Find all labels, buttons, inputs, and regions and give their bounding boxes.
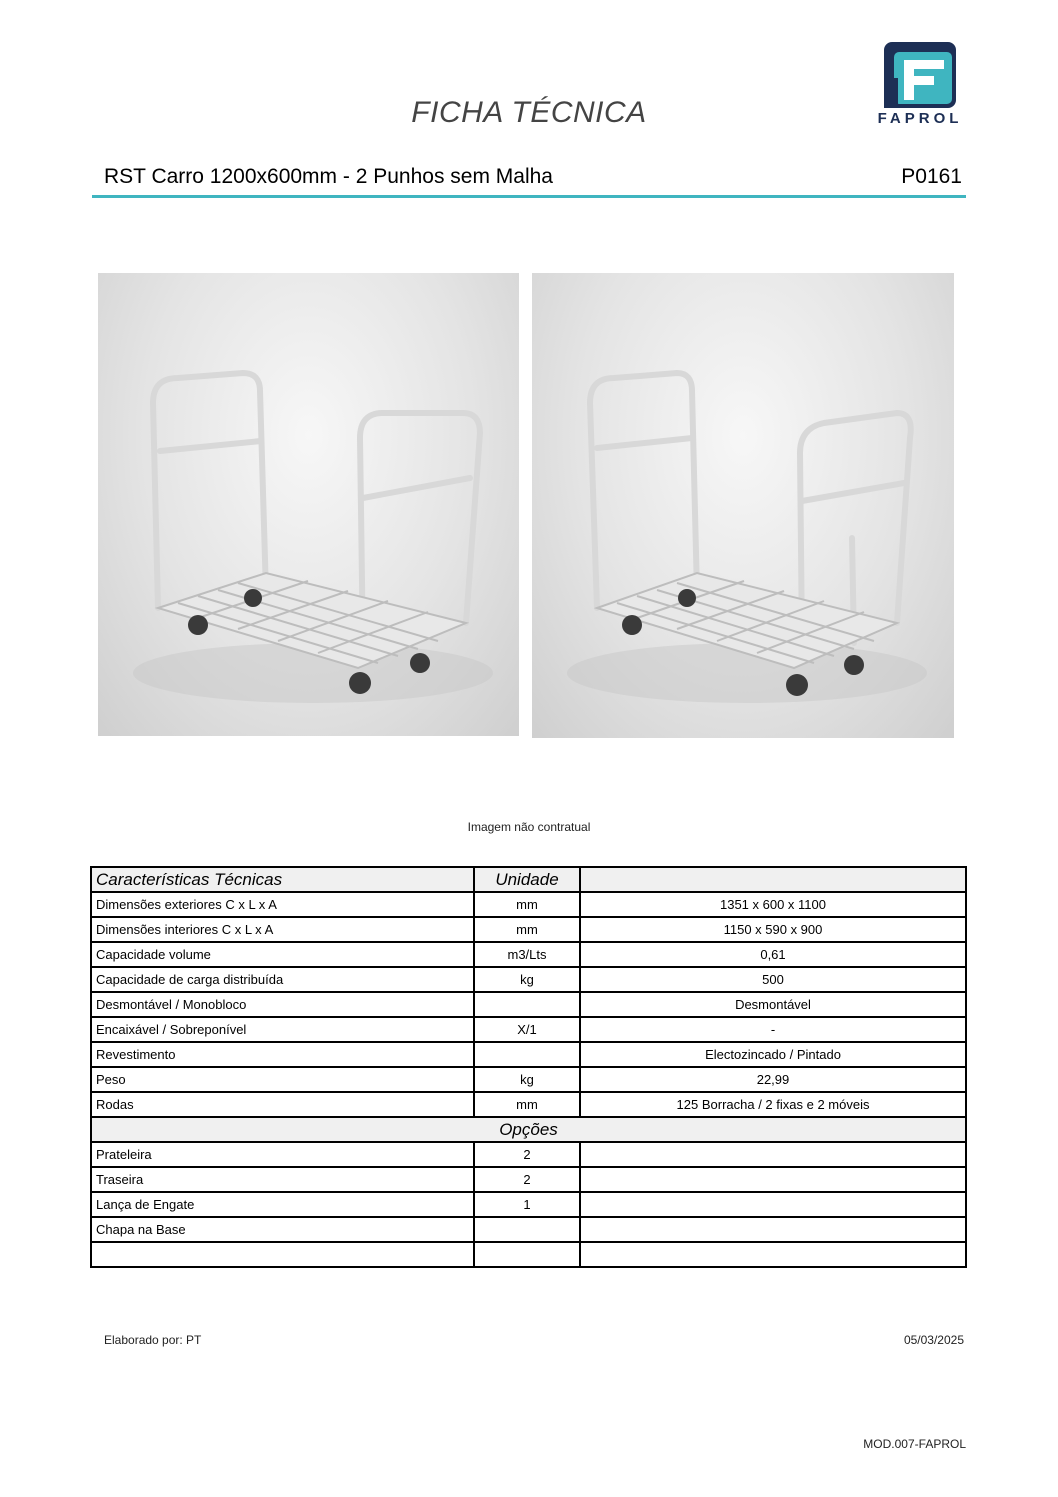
table-row <box>91 917 966 942</box>
option-qty: 2 <box>474 1142 580 1167</box>
table-row <box>91 1167 966 1192</box>
spec-unit: mm <box>474 892 580 917</box>
specs-table <box>90 866 967 1268</box>
table-row <box>91 1242 966 1267</box>
table-row <box>91 1142 966 1167</box>
header-unit: Unidade <box>474 867 580 892</box>
spec-label: Dimensões interiores C x L x A <box>91 917 474 942</box>
spec-label: Dimensões exteriores C x L x A <box>91 892 474 917</box>
table-row <box>91 967 966 992</box>
document-date: 05/03/2025 <box>903 1333 964 1347</box>
prepared-by: Elaborado por: PT <box>104 1333 202 1347</box>
spec-unit: mm <box>474 917 580 942</box>
specs-header-row <box>91 867 966 892</box>
option-label <box>91 1242 474 1267</box>
spec-label: Peso <box>91 1067 474 1092</box>
image-caption: Imagem não contratual <box>467 820 591 834</box>
options-section-row <box>91 1117 966 1142</box>
product-photo-front <box>98 273 519 736</box>
spec-value: 1351 x 600 x 1100 <box>580 892 966 917</box>
option-label: Lança de Engate <box>91 1192 474 1217</box>
option-qty: 1 <box>474 1192 580 1217</box>
spec-label: Capacidade volume <box>91 942 474 967</box>
table-row <box>91 1042 966 1067</box>
option-value <box>580 1192 966 1217</box>
model-code: MOD.007-FAPROL <box>863 1437 966 1451</box>
spec-value: 0,61 <box>580 942 966 967</box>
option-value <box>580 1217 966 1242</box>
option-value <box>580 1242 966 1267</box>
header-value <box>580 867 966 892</box>
spec-unit: kg <box>474 967 580 992</box>
spec-label: Revestimento <box>91 1042 474 1067</box>
spec-unit: mm <box>474 1092 580 1117</box>
page-title: FICHA TÉCNICA <box>411 96 647 129</box>
spec-value: - <box>580 1017 966 1042</box>
spec-label: Rodas <box>91 1092 474 1117</box>
header-characteristics: Características Técnicas <box>91 867 474 892</box>
spec-label: Capacidade de carga distribuída <box>91 967 474 992</box>
product-name: RST Carro 1200x600mm - 2 Punhos sem Malha <box>104 165 553 188</box>
spec-label: Encaixável / Sobreponível <box>91 1017 474 1042</box>
table-row <box>91 1017 966 1042</box>
spec-unit <box>474 1042 580 1067</box>
product-code: P0161 <box>901 165 962 188</box>
spec-unit <box>474 992 580 1017</box>
table-row <box>91 1217 966 1242</box>
product-photo-angle <box>532 273 954 738</box>
spec-value: 500 <box>580 967 966 992</box>
option-qty: 2 <box>474 1167 580 1192</box>
spec-value: Desmontável <box>580 992 966 1017</box>
table-row <box>91 942 966 967</box>
table-row <box>91 892 966 917</box>
table-row <box>91 1067 966 1092</box>
spec-value: 22,99 <box>580 1067 966 1092</box>
option-value <box>580 1142 966 1167</box>
table-row <box>91 1092 966 1117</box>
option-label: Traseira <box>91 1167 474 1192</box>
table-row <box>91 992 966 1017</box>
table-row <box>91 1192 966 1217</box>
spec-label: Desmontável / Monobloco <box>91 992 474 1017</box>
spec-value: 125 Borracha / 2 fixas e 2 móveis <box>580 1092 966 1117</box>
cart-illustration <box>532 273 954 738</box>
cart-illustration <box>98 273 519 736</box>
spec-value: Electozincado / Pintado <box>580 1042 966 1067</box>
spec-unit: X/1 <box>474 1017 580 1042</box>
option-label: Chapa na Base <box>91 1217 474 1242</box>
spec-unit: kg <box>474 1067 580 1092</box>
option-value <box>580 1167 966 1192</box>
option-qty <box>474 1217 580 1242</box>
spec-unit: m3/Lts <box>474 942 580 967</box>
option-label: Prateleira <box>91 1142 474 1167</box>
options-title: Opções <box>91 1117 966 1142</box>
logo-text: FAPROL <box>877 110 963 127</box>
title-divider <box>92 195 966 198</box>
option-qty <box>474 1242 580 1267</box>
spec-value: 1150 x 590 x 900 <box>580 917 966 942</box>
